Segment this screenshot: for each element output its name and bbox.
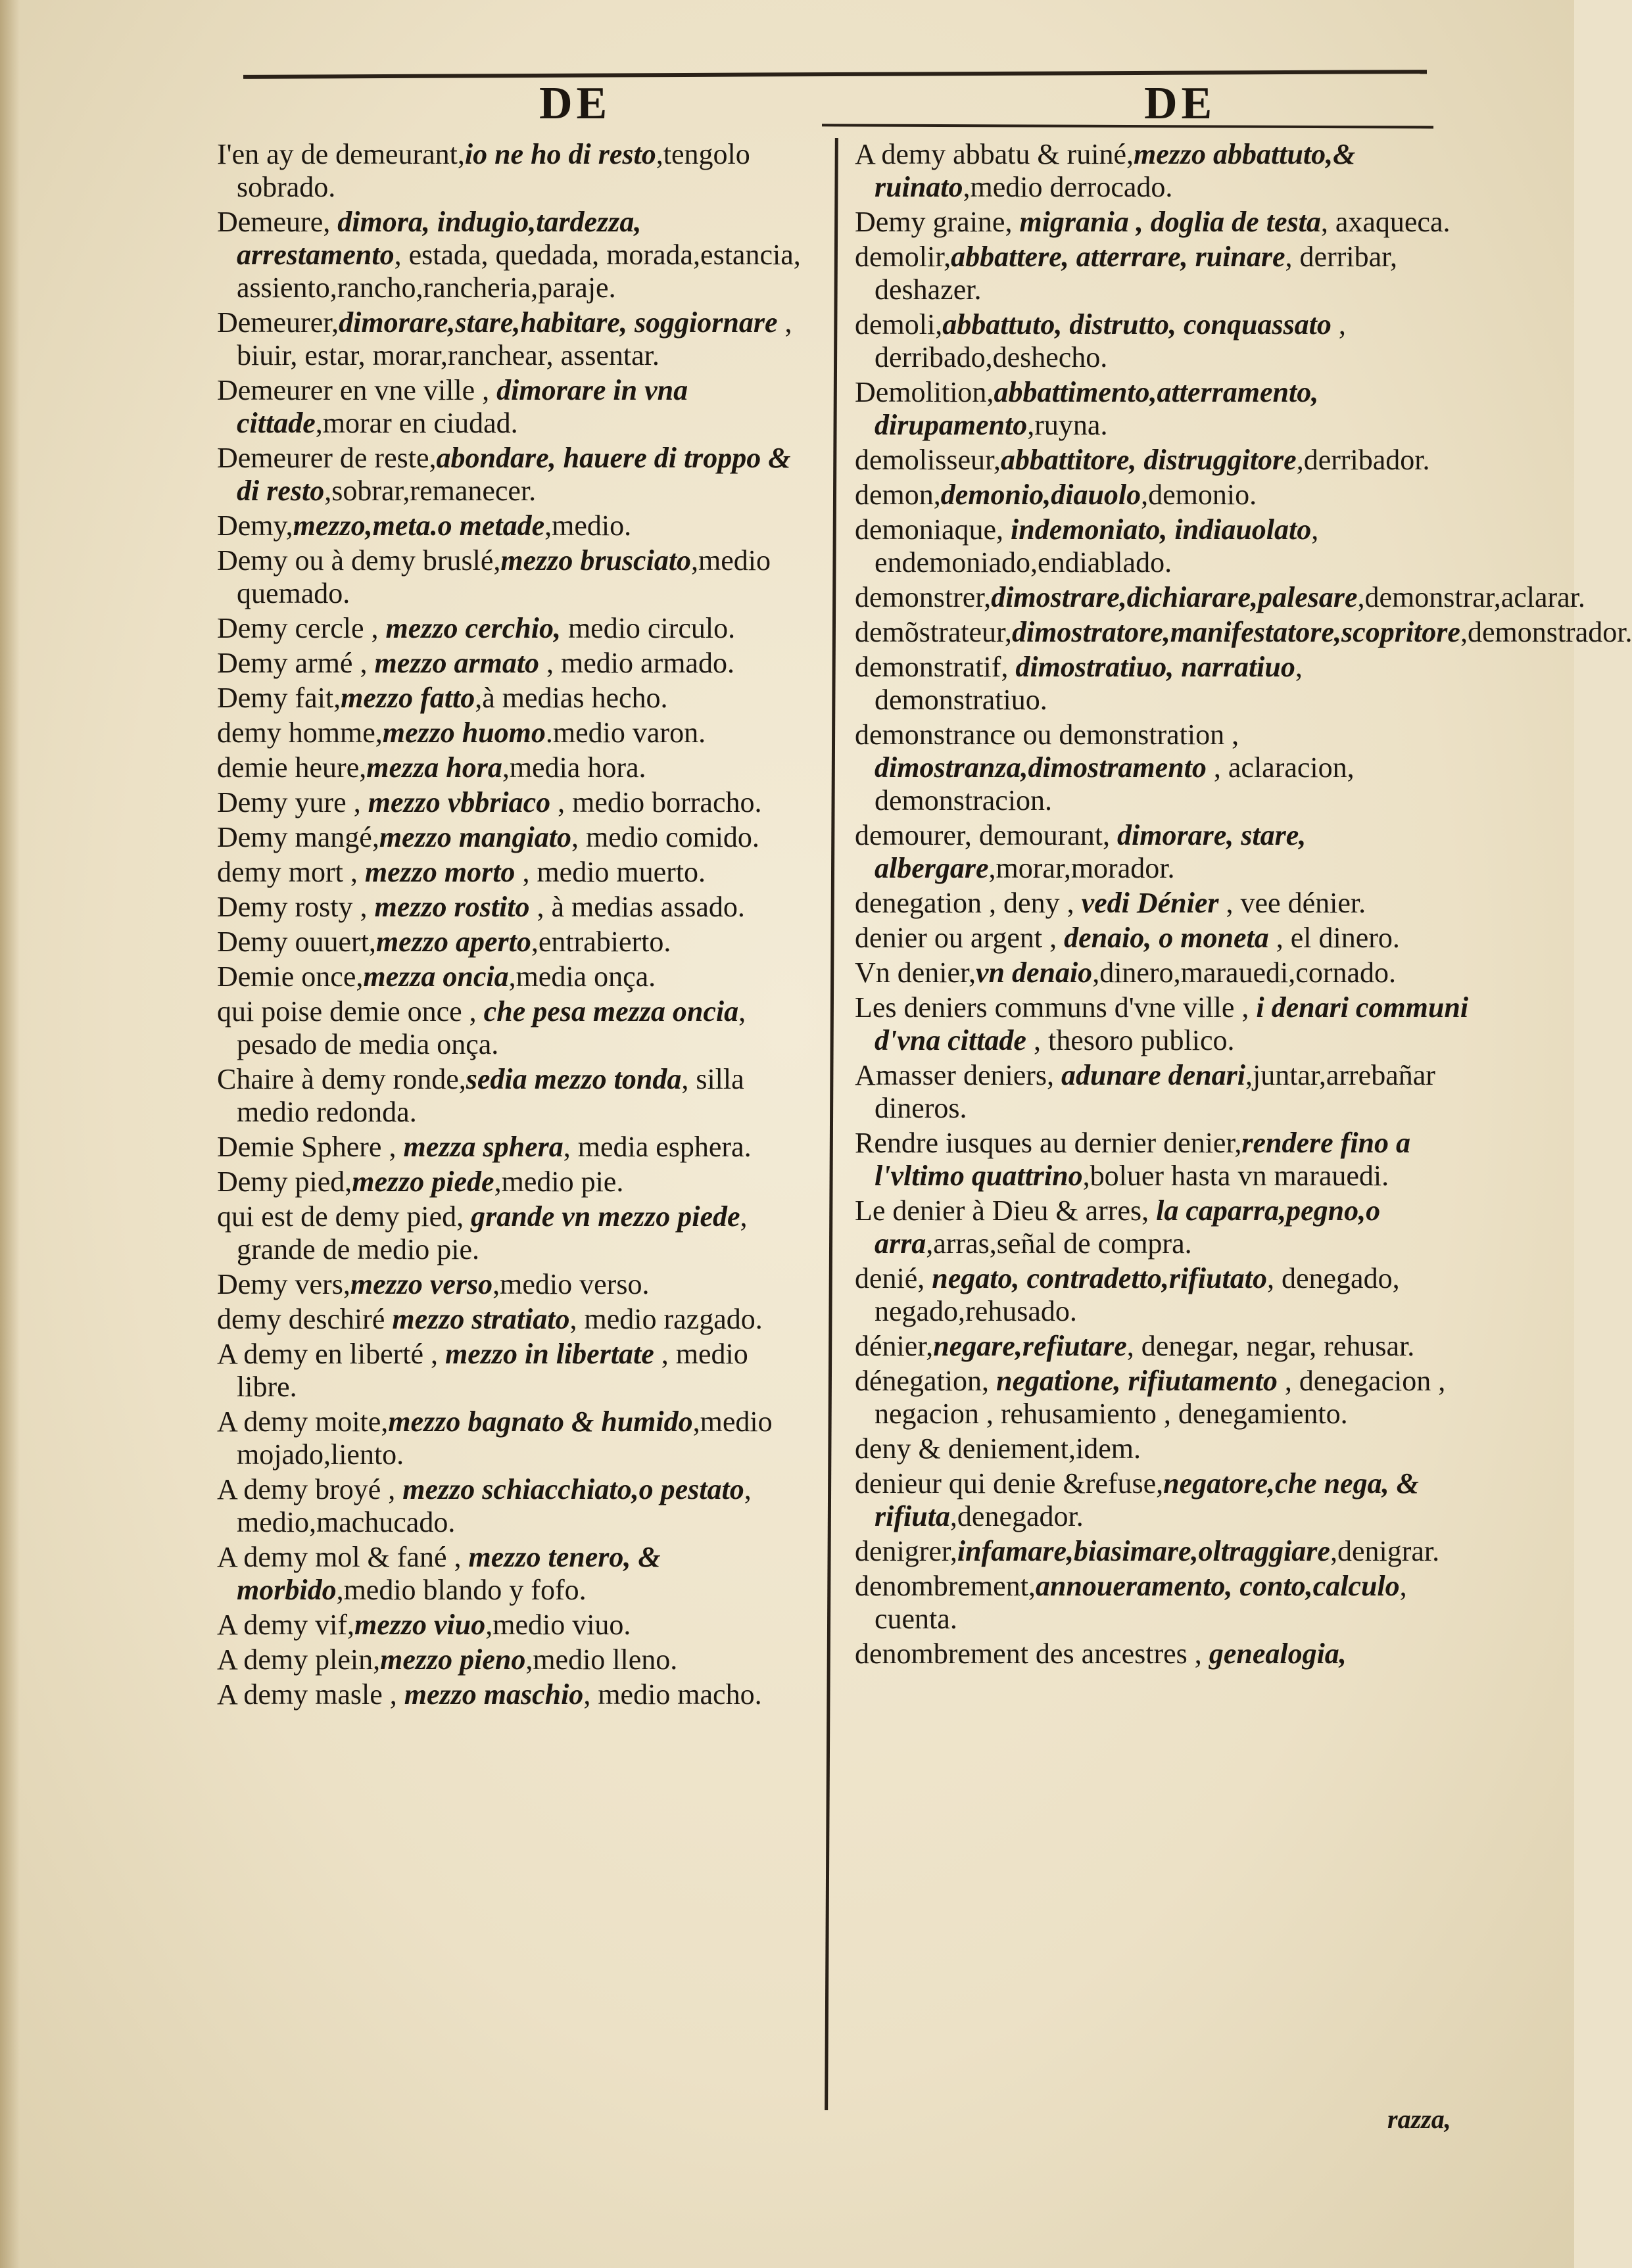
dictionary-entry <box>217 717 812 749</box>
entry-headword: A demy abbatu & ruiné, <box>855 138 1134 170</box>
entry-headword: Demy ouuert, <box>217 926 376 958</box>
entry-headword: demolir, <box>855 241 951 273</box>
dictionary-entry <box>855 651 1473 717</box>
entry-spanish: , medio borracho. <box>550 786 762 818</box>
entry-headword: denegation , deny , <box>855 887 1082 919</box>
entry-italian: dimostratiuo, narratiuo <box>1015 651 1295 683</box>
dictionary-entry <box>217 1541 812 1607</box>
entry-italian: mezza sphera <box>403 1131 564 1163</box>
entry-spanish: ,morar en ciudad. <box>315 407 518 439</box>
entry-italian: mezzo brusciato <box>500 544 692 577</box>
entry-italian: mezzo aperto <box>375 926 531 958</box>
dictionary-entry <box>217 509 812 542</box>
entry-spanish: , cuenta. <box>875 1570 1407 1635</box>
dictionary-entry <box>855 922 1473 955</box>
entry-italian: mezzo schiacchiato,o pestato <box>402 1473 744 1505</box>
entry-headword: A demy vif, <box>217 1609 354 1641</box>
entry-spanish: ,tengolo sobrado. <box>237 138 750 203</box>
entry-spanish: , denegacion , negacion , rehusamiento , denegamiento. <box>875 1365 1446 1430</box>
entry-italian: rendere fino a l'vltimo quattrino <box>875 1127 1411 1192</box>
entry-spanish: ,medio pie. <box>494 1166 624 1198</box>
dictionary-entry <box>217 1406 812 1471</box>
dictionary-entry <box>855 719 1473 817</box>
dictionary-entry <box>217 544 812 610</box>
dictionary-entry <box>217 374 812 440</box>
entry-italian: vn denaio <box>975 957 1093 989</box>
entry-spanish: ,medio viuo. <box>485 1609 631 1641</box>
dictionary-entry <box>855 1432 1473 1465</box>
entry-headword: denigrer, <box>855 1535 957 1567</box>
entry-italian: mezzo rostito <box>374 891 530 923</box>
entry-spanish: , axaqueca. <box>1320 206 1451 238</box>
entry-italian: mezzo cerchio, <box>385 612 561 644</box>
entry-italian: negatione, rifiutamento <box>996 1365 1278 1397</box>
entry-italian: indemoniato, indiauolato <box>1011 513 1312 546</box>
entry-italian: dimostrare,dichiarare,palesare <box>991 581 1358 613</box>
entry-spanish: , pesado de media onça. <box>237 995 746 1060</box>
dictionary-entry <box>217 442 812 508</box>
dictionary-entry <box>855 616 1632 649</box>
entry-spanish: , thesoro publico. <box>1026 1024 1235 1056</box>
entry-headword: demourer, demourant, <box>855 819 1117 851</box>
entry-italian: demonio,diauolo <box>940 479 1141 511</box>
dictionary-entry <box>855 1262 1473 1328</box>
entry-italian: mezzo maschio <box>404 1678 584 1711</box>
entry-italian: dimostranza,dimostramento <box>875 751 1207 784</box>
entry-italian: sedia mezzo tonda <box>466 1063 682 1095</box>
entry-spanish: ,denigrar. <box>1330 1535 1440 1567</box>
entry-headword: Demy armé , <box>217 647 375 679</box>
entry-italian: abbattitore, distruggitore <box>1000 444 1297 476</box>
entry-spanish: ,derribador. <box>1296 444 1430 476</box>
right-column <box>855 138 1632 1672</box>
entry-spanish: ,ruyna. <box>1027 409 1108 441</box>
entry-italian: abbattimento,atterramento, dirupamento <box>875 376 1319 441</box>
entry-headword: Le denier à Dieu & arres, <box>855 1194 1157 1227</box>
dictionary-entry <box>855 138 1473 204</box>
entry-italian: mezzo verso <box>350 1268 493 1300</box>
entry-italian: mezzo piede <box>352 1166 494 1198</box>
entry-italian: mezzo mangiato <box>379 821 571 853</box>
entry-spanish: ,demonstrar,aclarar. <box>1357 581 1585 613</box>
entry-spanish: ,juntar,arrebañar dineros. <box>875 1059 1435 1124</box>
entry-spanish: ,media onça. <box>508 960 656 993</box>
dictionary-entry <box>217 856 812 889</box>
entry-headword: A demy broyé , <box>217 1473 403 1505</box>
entry-headword: Demie Sphere , <box>217 1131 404 1163</box>
dictionary-entry <box>217 1643 812 1676</box>
entry-headword: demie heure, <box>217 751 367 784</box>
entry-headword: demolisseur, <box>855 444 1001 476</box>
entry-headword: qui poise demie once , <box>217 995 484 1028</box>
entry-italian: i denari communi d'vna cittade <box>875 991 1469 1056</box>
dictionary-entry <box>217 306 812 372</box>
entry-headword: demonstratif, <box>855 651 1016 683</box>
entry-italian: dimorare in vna cittade <box>237 374 688 439</box>
dictionary-entry <box>217 1303 812 1336</box>
entry-spanish: , denegado, negado,rehusado. <box>875 1262 1400 1327</box>
entry-italian: negare,refiutare <box>933 1330 1127 1362</box>
entry-spanish: ,boluer hasta vn marauedi. <box>1082 1160 1389 1192</box>
dictionary-entry <box>217 926 812 958</box>
entry-italian: abbattuto, distrutto, conquassato <box>942 308 1332 341</box>
entry-spanish: medio circulo. <box>560 612 736 644</box>
entry-italian: abondare, hauere di troppo & di resto <box>237 442 791 507</box>
dictionary-entry <box>855 1330 1473 1363</box>
entry-spanish: , à medias assado. <box>529 891 745 923</box>
dictionary-entry <box>217 1268 812 1301</box>
entry-italian: mezzo viuo <box>354 1609 486 1641</box>
dictionary-entry <box>217 1063 812 1129</box>
entry-spanish: ,medio mojado,liento. <box>237 1406 773 1471</box>
dictionary-entry <box>217 138 812 204</box>
entry-spanish: ,demonio. <box>1141 479 1257 511</box>
entry-spanish: , derribar, deshazer. <box>875 241 1398 306</box>
catchword: razza, <box>1387 2104 1451 2134</box>
dictionary-entry <box>217 1609 812 1642</box>
dictionary-entry <box>855 206 1473 239</box>
dictionary-entry <box>217 1131 812 1164</box>
dictionary-entry <box>855 1570 1473 1636</box>
entry-italian: mezzo fatto <box>341 682 475 714</box>
entry-headword: Demy mangé, <box>217 821 379 853</box>
entry-italian: che pesa mezza oncia <box>483 995 739 1028</box>
dictionary-entry <box>855 957 1473 989</box>
entry-headword: Demy vers, <box>217 1268 350 1300</box>
entry-spanish: ,denegador. <box>949 1500 1084 1532</box>
entry-headword: demoniaque, <box>855 513 1011 546</box>
entry-spanish: , medio libre. <box>237 1338 748 1403</box>
entry-italian: annoueramento, conto,calculo <box>1035 1570 1400 1602</box>
dictionary-entry <box>217 1473 812 1539</box>
entry-headword: denombrement des ancestres , <box>855 1638 1209 1670</box>
dictionary-entry <box>855 1365 1473 1430</box>
dictionary-entry <box>855 444 1473 477</box>
entry-italian: negato, contradetto,rifiutato <box>932 1262 1267 1294</box>
dictionary-entry <box>855 1535 1473 1568</box>
entry-italian: negatore,che nega, & rifiuta <box>875 1467 1419 1532</box>
entry-headword: A demy masle , <box>217 1678 404 1711</box>
entry-spanish: ,medio lleno. <box>525 1643 678 1676</box>
entry-headword: A demy en liberté , <box>217 1338 446 1370</box>
entry-italian: mezzo,meta.o metade <box>293 509 545 542</box>
entry-headword: Demy fait, <box>217 682 341 714</box>
entry-italian: vedi Dénier <box>1081 887 1219 919</box>
entry-headword: Amasser deniers, <box>855 1059 1062 1091</box>
entry-headword: denombrement, <box>855 1570 1036 1602</box>
entry-spanish: , medio muerto. <box>515 856 706 888</box>
dictionary-entry <box>217 821 812 854</box>
dictionary-entry <box>855 479 1473 511</box>
dictionary-entry <box>855 308 1473 374</box>
entry-headword: Demy graine, <box>855 206 1020 238</box>
entry-headword: Demy yure , <box>217 786 368 818</box>
dictionary-entry <box>855 819 1473 885</box>
entry-italian: mezza hora <box>366 751 502 784</box>
entry-italian: genealogia, <box>1209 1638 1347 1670</box>
entry-headword: Rendre iusques au dernier denier, <box>855 1127 1242 1159</box>
entry-italian: mezzo tenero, & morbido <box>237 1541 661 1606</box>
entry-headword: demonstrance ou demonstration , <box>855 719 1239 751</box>
entry-headword: Demeure, <box>217 206 338 238</box>
entry-headword: denié, <box>855 1262 932 1294</box>
entry-italian: grande vn mezzo piede <box>471 1200 740 1233</box>
dictionary-entry <box>855 887 1473 920</box>
entry-spanish: ,media hora. <box>502 751 646 784</box>
entry-headword: demon, <box>855 479 941 511</box>
dictionary-entry <box>855 1467 1473 1533</box>
header-rule-right <box>822 124 1433 128</box>
dictionary-entry <box>217 1338 812 1404</box>
entry-italian: mezzo armato <box>374 647 540 679</box>
entry-italian: mezzo vbbriaco <box>368 786 551 818</box>
column-divider <box>825 138 838 2110</box>
entry-spanish: ,demonstrador. <box>1460 616 1632 648</box>
entry-headword: Demeurer, <box>217 306 339 339</box>
entry-spanish: ,medio. <box>544 509 632 542</box>
dictionary-entry <box>217 891 812 924</box>
entry-spanish: ,medio quemado. <box>237 544 771 609</box>
dictionary-entry <box>217 206 812 304</box>
entry-italian: dimora, indugio,tardezza, arrestamento <box>237 206 642 271</box>
dictionary-entry <box>855 581 1585 614</box>
dictionary-entry <box>855 513 1473 579</box>
entry-headword: Demolition, <box>855 376 994 408</box>
entry-spanish: ,dinero,marauedi,cornado. <box>1092 957 1396 989</box>
entry-headword: Demeurer de reste, <box>217 442 437 474</box>
dictionary-entry <box>855 241 1473 306</box>
entry-headword: Demie once, <box>217 960 364 993</box>
entry-italian: adunare denari <box>1061 1059 1245 1091</box>
entry-italian: migrania , doglia de testa <box>1019 206 1321 238</box>
entry-italian: dimostratore,manifestatore,scopritore <box>1011 616 1460 648</box>
entry-headword: denieur qui denie &refuse, <box>855 1467 1164 1500</box>
entry-headword: dénier, <box>855 1330 934 1362</box>
dictionary-entry <box>855 1059 1473 1125</box>
entry-spanish: ,sobrar,remanecer. <box>324 475 537 507</box>
entry-headword: Demy, <box>217 509 293 542</box>
entry-italian: mezzo stratiato <box>392 1303 570 1335</box>
entry-headword: Vn denier, <box>855 957 976 989</box>
entry-spanish: ,morar,morador. <box>988 852 1175 884</box>
left-column <box>217 138 812 1713</box>
entry-italian: abbattere, atterrare, ruinare <box>951 241 1285 273</box>
entry-spanish: , medio macho. <box>583 1678 762 1711</box>
entry-spanish: , medio razgado. <box>569 1303 763 1335</box>
entry-headword: dénegation, <box>855 1365 997 1397</box>
header-rule <box>243 70 1427 79</box>
entry-headword: demonstrer, <box>855 581 992 613</box>
entry-italian: io ne ho di resto <box>464 138 656 170</box>
entry-spanish: , demonstratiuo. <box>875 651 1303 716</box>
dictionary-entry <box>855 1127 1473 1193</box>
entry-spanish: , aclaracion, demonstracion. <box>875 751 1355 816</box>
dictionary-entry <box>855 1194 1473 1260</box>
entry-italian: mezzo huomo <box>382 717 546 749</box>
dictionary-entry <box>855 376 1473 442</box>
entry-headword: Chaire à demy ronde, <box>217 1063 466 1095</box>
entry-headword: Demy rosty , <box>217 891 375 923</box>
entry-headword: deny & deniement,idem. <box>855 1432 1141 1465</box>
entry-italian: denaio, o moneta <box>1064 922 1269 954</box>
entry-headword: Demeurer en vne ville , <box>217 374 497 406</box>
dictionary-entry <box>217 786 812 819</box>
entry-headword: A demy mol & fané , <box>217 1541 469 1573</box>
entry-spanish: , medio armado. <box>539 647 734 679</box>
entry-italian: mezzo pieno <box>380 1643 526 1676</box>
entry-headword: Les deniers communs d'vne ville , <box>855 991 1257 1024</box>
entry-headword: I'en ay de demeurant, <box>217 138 465 170</box>
entry-headword: A demy plein, <box>217 1643 381 1676</box>
entry-spanish: , medio comido. <box>571 821 759 853</box>
entry-headword: Demy pied, <box>217 1166 352 1198</box>
entry-headword: Demy cercle , <box>217 612 386 644</box>
entry-spanish: , vee dénier. <box>1218 887 1366 919</box>
entry-headword: demoli, <box>855 308 943 341</box>
entry-italian: dimorare,stare,habitare, soggiornare <box>339 306 778 339</box>
dictionary-entry <box>217 1166 812 1198</box>
entry-spanish: ,medio blando y fofo. <box>336 1574 587 1606</box>
entry-spanish: ,medio verso. <box>492 1268 650 1300</box>
dictionary-entry <box>217 995 812 1061</box>
entry-headword: demy homme, <box>217 717 383 749</box>
entry-spanish: , silla medio redonda. <box>237 1063 744 1128</box>
entry-italian: mezzo abbattuto,& ruinato <box>875 138 1356 203</box>
entry-spanish: ,entrabierto. <box>531 926 671 958</box>
page-edge-shadow <box>0 0 20 2268</box>
entry-spanish: , media esphera. <box>563 1131 752 1163</box>
entry-spanish: , medio,machucado. <box>237 1473 752 1538</box>
entry-spanish: ,medio derrocado. <box>963 171 1173 203</box>
entry-headword: demy mort , <box>217 856 365 888</box>
entry-headword: qui est de demy pied, <box>217 1200 471 1233</box>
entry-italian: mezzo morto <box>364 856 516 888</box>
running-head-left: DE <box>539 78 612 129</box>
entry-spanish: , estada, quedada, morada,estancia, assiento,rancho,rancheria,paraje. <box>237 239 801 304</box>
entry-italian: dimorare, stare, albergare <box>875 819 1307 884</box>
entry-italian: la caparra,pegno,o arra <box>875 1194 1381 1260</box>
entry-italian: mezza oncia <box>363 960 509 993</box>
dictionary-entry <box>217 960 812 993</box>
dictionary-entry <box>855 1638 1473 1670</box>
dictionary-entry <box>217 1200 812 1266</box>
entry-spanish: , endemoniado,endiablado. <box>875 513 1319 579</box>
dictionary-entry <box>217 612 812 645</box>
entry-headword: demy deschiré <box>217 1303 393 1335</box>
entry-spanish: , derribado,deshecho. <box>875 308 1346 373</box>
entry-spanish: , denegar, negar, rehusar. <box>1126 1330 1415 1362</box>
entry-headword: denier ou argent , <box>855 922 1065 954</box>
entry-headword: demõstrateur, <box>855 616 1012 648</box>
entry-spanish: , el dinero. <box>1268 922 1400 954</box>
dictionary-entry <box>217 1678 812 1711</box>
dictionary-entry <box>217 751 812 784</box>
dictionary-entry <box>855 991 1473 1057</box>
dictionary-entry <box>217 647 812 680</box>
entry-spanish: ,à medias hecho. <box>475 682 668 714</box>
entry-headword: A demy moite, <box>217 1406 389 1438</box>
entry-spanish: , biuir, estar, morar,ranchear, assentar. <box>237 306 792 371</box>
entry-spanish: , grande de medio pie. <box>237 1200 748 1265</box>
entry-italian: mezzo in libertate <box>445 1338 654 1370</box>
entry-spanish: ,arras,señal de compra. <box>926 1227 1192 1260</box>
entry-headword: Demy ou à demy bruslé, <box>217 544 501 577</box>
running-head-right: DE <box>1144 78 1216 129</box>
entry-italian: infamare,biasimare,oltraggiare <box>957 1535 1330 1567</box>
entry-spanish: .medio varon. <box>545 717 706 749</box>
dictionary-entry <box>217 682 812 715</box>
entry-italian: mezzo bagnato & humido <box>388 1406 693 1438</box>
